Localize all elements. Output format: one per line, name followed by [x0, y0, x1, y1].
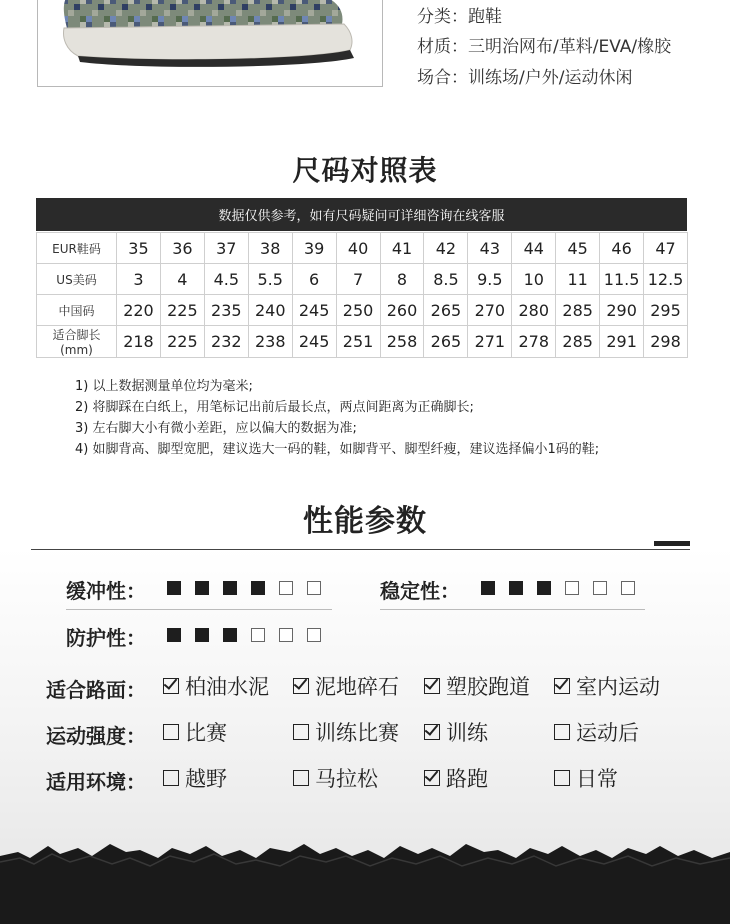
option-item[interactable]	[293, 763, 378, 793]
size-cell: 280	[512, 295, 556, 326]
size-row-label: 适合脚长(mm)	[37, 326, 117, 358]
rating-square-empty	[307, 581, 321, 595]
checkbox-checked-icon[interactable]	[554, 678, 570, 694]
option-text: 日常	[576, 767, 618, 791]
size-cell: 291	[600, 326, 644, 358]
note-line: 4) 如脚背高、脚型宽肥，建议选大一码的鞋，如脚背平、脚型纤瘦，建议选择偏小1码的鞋;	[75, 442, 600, 457]
size-cell: 4	[160, 264, 204, 295]
rating-square-filled	[509, 581, 523, 595]
checkbox-checked-icon[interactable]	[293, 678, 309, 694]
option-label-surface: 适合路面：	[46, 678, 146, 702]
size-table	[36, 232, 688, 358]
size-notes	[75, 376, 599, 460]
note-line: 3) 左右脚大小有微小差距，应以偏大的数据为准;	[75, 421, 357, 436]
option-text: 运动后	[576, 721, 639, 745]
size-cell: 8.5	[424, 264, 468, 295]
size-row-us	[37, 264, 688, 295]
size-cell: 42	[424, 233, 468, 264]
note-line: 2) 将脚踩在白纸上，用笔标记出前后最长点，两点间距离为正确脚长;	[75, 400, 474, 415]
rating-square-empty	[251, 628, 265, 642]
option-item[interactable]	[554, 671, 660, 701]
rating-square-empty	[279, 581, 293, 595]
size-cell: 265	[424, 295, 468, 326]
rating-square-filled	[251, 581, 265, 595]
spec-category	[417, 2, 502, 27]
size-cell: 45	[556, 233, 600, 264]
option-text: 比赛	[185, 721, 227, 745]
size-cell: 38	[248, 233, 292, 264]
option-text: 塑胶跑道	[446, 675, 530, 699]
option-item[interactable]	[424, 717, 488, 747]
rating-square-empty	[279, 628, 293, 642]
rating-square-filled	[481, 581, 495, 595]
size-cell: 41	[380, 233, 424, 264]
divider	[380, 609, 645, 610]
option-item[interactable]	[554, 717, 639, 747]
size-cell: 46	[600, 233, 644, 264]
option-item[interactable]	[293, 671, 399, 701]
size-row-label: 中国码	[37, 295, 117, 326]
size-cell: 238	[248, 326, 292, 358]
checkbox-checked-icon[interactable]	[424, 770, 440, 786]
option-item[interactable]	[424, 763, 488, 793]
divider	[31, 549, 690, 550]
performance-title: 性能参数	[303, 504, 427, 539]
size-cell: 290	[600, 295, 644, 326]
size-cell: 260	[380, 295, 424, 326]
size-cell: 298	[644, 326, 688, 358]
size-cell: 265	[424, 326, 468, 358]
spec-value: 三明治网布/革料/EVA/橡胶	[468, 37, 672, 57]
size-cell: 12.5	[644, 264, 688, 295]
size-cell: 295	[644, 295, 688, 326]
rating-square-empty	[307, 628, 321, 642]
size-cell: 5.5	[248, 264, 292, 295]
size-cell: 9.5	[468, 264, 512, 295]
checkbox-empty-icon[interactable]	[293, 724, 309, 740]
spec-value: 跑鞋	[468, 7, 502, 27]
checkbox-empty-icon[interactable]	[554, 770, 570, 786]
size-row-cn	[37, 295, 688, 326]
checkbox-checked-icon[interactable]	[424, 678, 440, 694]
size-cell: 225	[160, 295, 204, 326]
size-cell: 40	[336, 233, 380, 264]
size-row-eur	[37, 233, 688, 264]
size-cell: 258	[380, 326, 424, 358]
size-cell: 3	[117, 264, 161, 295]
option-text: 训练比赛	[315, 721, 399, 745]
size-cell: 251	[336, 326, 380, 358]
size-cell: 220	[117, 295, 161, 326]
size-cell: 270	[468, 295, 512, 326]
checkbox-checked-icon[interactable]	[163, 678, 179, 694]
spec-material	[417, 32, 671, 57]
size-cell: 285	[556, 295, 600, 326]
size-cell: 235	[204, 295, 248, 326]
option-item[interactable]	[163, 717, 227, 747]
option-text: 越野	[185, 767, 227, 791]
size-row-label: US美码	[37, 264, 117, 295]
size-chart-title: 尺码对照表	[292, 154, 438, 187]
rating-square-empty	[565, 581, 579, 595]
size-row-label: EUR鞋码	[37, 233, 117, 264]
spec-key: 分类：	[417, 7, 468, 27]
rating-square-filled	[195, 628, 209, 642]
shoe-image	[38, 0, 382, 86]
size-cell: 47	[644, 233, 688, 264]
size-cell: 4.5	[204, 264, 248, 295]
option-text: 马拉松	[315, 767, 378, 791]
size-cell: 36	[160, 233, 204, 264]
size-chart-banner: 数据仅供参考，如有尺码疑问可详细咨询在线客服	[36, 198, 687, 231]
size-cell: 225	[160, 326, 204, 358]
rating-square-filled	[167, 581, 181, 595]
size-cell: 271	[468, 326, 512, 358]
size-row-foot	[37, 326, 688, 358]
note-line: 1) 以上数据测量单位均为毫米;	[75, 379, 253, 394]
option-item[interactable]	[424, 671, 530, 701]
size-cell: 10	[512, 264, 556, 295]
size-cell: 240	[248, 295, 292, 326]
rating-label-protection: 防护性：	[66, 626, 146, 650]
size-cell: 8	[380, 264, 424, 295]
rating-square-filled	[223, 581, 237, 595]
spec-key: 场合：	[417, 68, 468, 88]
spec-occasion	[417, 63, 632, 88]
size-cell: 37	[204, 233, 248, 264]
checkbox-empty-icon[interactable]	[293, 770, 309, 786]
size-cell: 250	[336, 295, 380, 326]
size-cell: 232	[204, 326, 248, 358]
checkbox-empty-icon[interactable]	[163, 770, 179, 786]
option-item[interactable]	[163, 763, 227, 793]
checkbox-empty-icon[interactable]	[163, 724, 179, 740]
rating-square-filled	[223, 628, 237, 642]
option-text: 室内运动	[576, 675, 660, 699]
size-cell: 218	[117, 326, 161, 358]
size-cell: 245	[292, 326, 336, 358]
size-cell: 39	[292, 233, 336, 264]
spec-key: 材质：	[417, 37, 468, 57]
size-cell: 285	[556, 326, 600, 358]
checkbox-empty-icon[interactable]	[554, 724, 570, 740]
size-cell: 35	[117, 233, 161, 264]
option-text: 泥地碎石	[315, 675, 399, 699]
rating-square-filled	[195, 581, 209, 595]
size-cell: 44	[512, 233, 556, 264]
size-cell: 43	[468, 233, 512, 264]
rating-square-empty	[621, 581, 635, 595]
size-cell: 278	[512, 326, 556, 358]
option-text: 柏油水泥	[185, 675, 269, 699]
divider	[66, 609, 332, 610]
size-cell: 11.5	[600, 264, 644, 295]
rating-square-filled	[537, 581, 551, 595]
option-label-intensity: 运动强度：	[46, 724, 146, 748]
size-cell: 7	[336, 264, 380, 295]
option-item[interactable]	[554, 763, 618, 793]
option-label-environment: 适用环境：	[46, 770, 146, 794]
rating-square-empty	[593, 581, 607, 595]
option-item[interactable]	[293, 717, 399, 747]
option-item[interactable]	[163, 671, 269, 701]
size-cell: 11	[556, 264, 600, 295]
size-cell: 6	[292, 264, 336, 295]
product-photo	[37, 0, 383, 87]
spec-value: 训练场/户外/运动休闲	[468, 68, 633, 88]
rating-label-cushioning: 缓冲性：	[66, 579, 146, 603]
rating-square-filled	[167, 628, 181, 642]
option-text: 训练	[446, 721, 488, 745]
size-cell: 245	[292, 295, 336, 326]
torn-paper-edge	[0, 836, 730, 924]
checkbox-checked-icon[interactable]	[424, 724, 440, 740]
option-text: 路跑	[446, 767, 488, 791]
divider-accent	[654, 541, 690, 546]
rating-label-stability: 稳定性：	[380, 579, 460, 603]
